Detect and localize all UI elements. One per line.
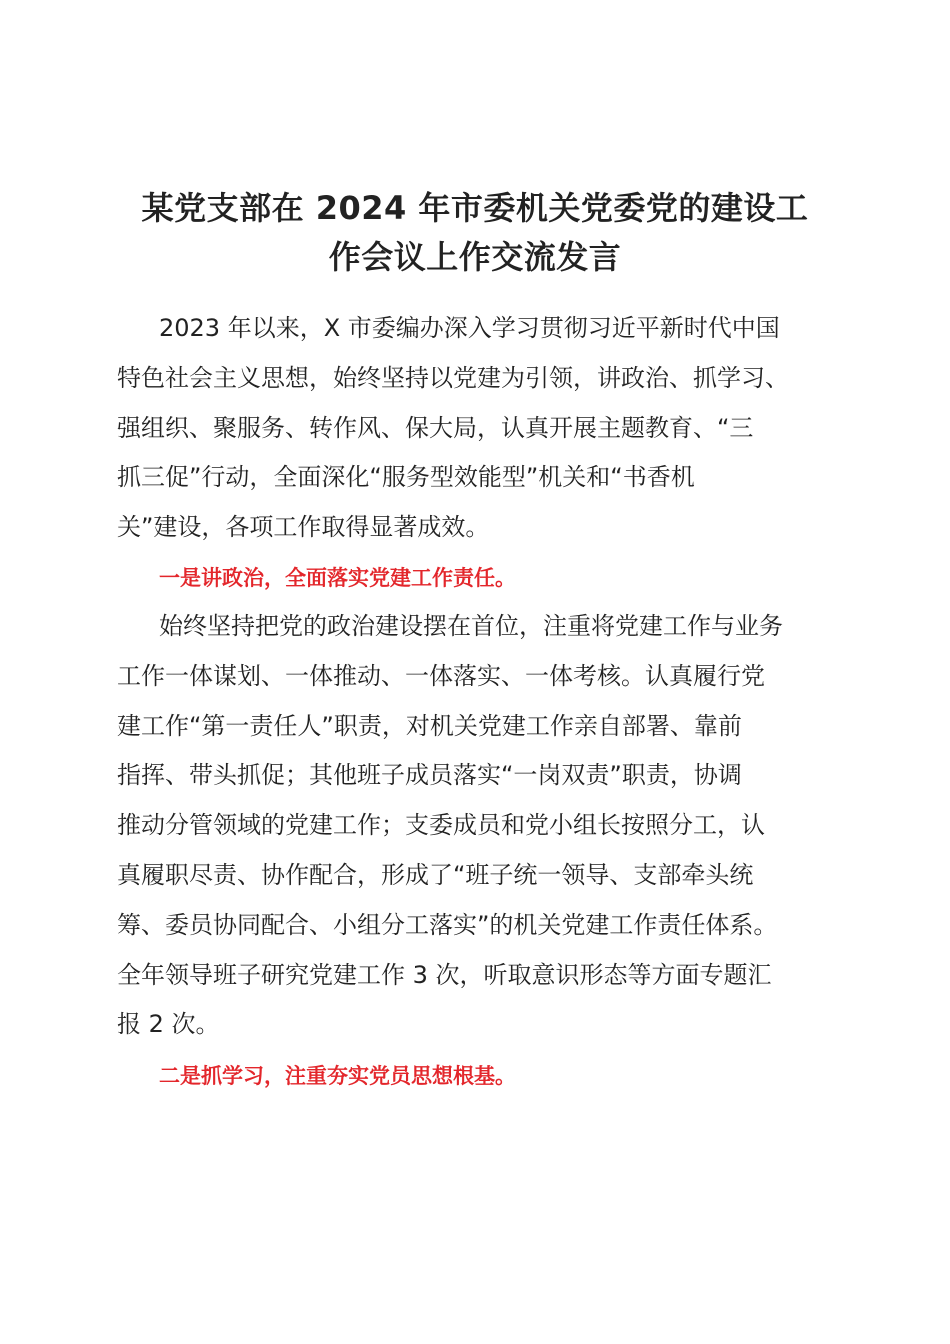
- paragraph-line: 始终坚持把党的政治建设摆在首位，注重将党建工作与业务: [159, 612, 783, 640]
- paragraph-line: 真履职尽责、协作配合，形成了“班子统一领导、支部牵头统: [117, 860, 754, 889]
- paragraph-line: 2023 年以来，X 市委编办深入学习贯彻习近平新时代中国: [159, 314, 780, 342]
- title-line: 某党支部在 2024 年市委机关党委党的建设工: [141, 189, 809, 227]
- intro-paragraph: [117, 304, 827, 553]
- title-line: 作会议上作交流发言: [328, 238, 622, 276]
- paragraph-line: 关”建设，各项工作取得显著成效。: [117, 513, 490, 542]
- paragraph-line: 建工作“第一责任人”职责，对机关党建工作亲自部署、靠前: [117, 711, 742, 740]
- paragraph-line: 全年领导班子研究党建工作 3 次，听取意识形态等方面专题汇: [117, 960, 772, 989]
- paragraph-line: 指挥、带头抓促；其他班子成员落实“一岗双责”职责，协调: [117, 761, 742, 790]
- paragraph-line: 报 2 次。: [117, 1010, 220, 1039]
- paragraph-line: 推动分管领域的党建工作；支委成员和党小组长按照分工，认: [117, 811, 765, 840]
- document-title: [100, 184, 850, 282]
- paragraph-line: 筹、委员协同配合、小组分工落实”的机关党建工作责任体系。: [117, 910, 778, 939]
- section1-paragraph: [117, 602, 827, 1050]
- paragraph-line: 抓三促”行动，全面深化“服务型效能型”机关和“书香机: [117, 463, 695, 492]
- section-heading-2: 二是抓学习，注重夯实党员思想根基。: [159, 1064, 516, 1088]
- paragraph-line: 强组织、聚服务、转作风、保大局，认真开展主题教育、“三: [117, 413, 754, 442]
- section-heading-1: 一是讲政治，全面落实党建工作责任。: [159, 566, 516, 590]
- paragraph-line: 工作一体谋划、一体推动、一体落实、一体考核。认真履行党: [117, 661, 765, 690]
- paragraph-line: 特色社会主义思想，始终坚持以党建为引领，讲政治、抓学习、: [117, 363, 789, 392]
